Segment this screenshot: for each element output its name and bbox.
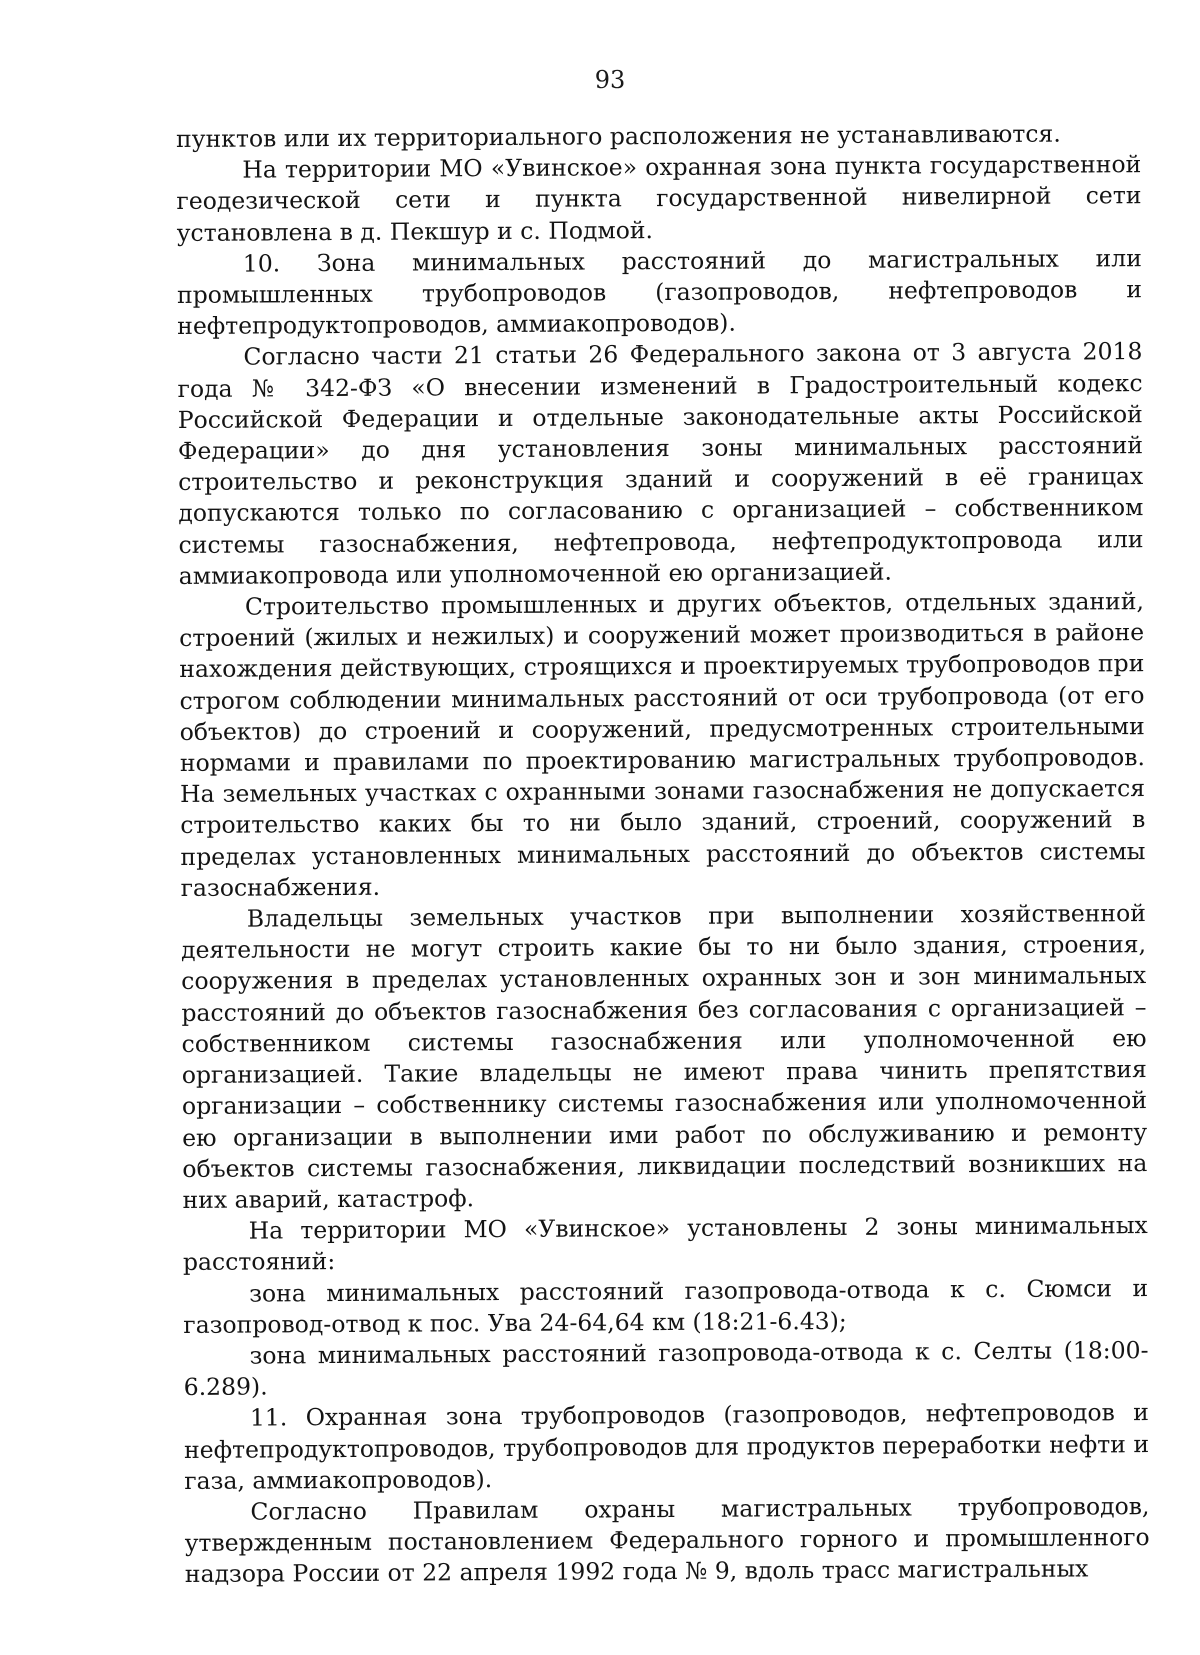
paragraph-pipeline-rules: Согласно Правилам охраны магистральных трубопроводов, утвержденным постановлением Федерального горного и промышленного надзора России от 22 апреля 1992 года № 9, вдоль трасс магистральных bbox=[184, 1492, 1150, 1589]
section-heading-11: 11. Охранная зона трубопроводов (газопроводов, нефтепроводов и нефтепродуктопроводов, трубопроводов для продуктов переработки нефти и газа, аммиакопроводов). bbox=[184, 1398, 1150, 1495]
paragraph-zones-count: На территории МО «Увинское» установлены 2 зоны минимальных расстояний: bbox=[182, 1211, 1148, 1277]
list-item-zone-syumsi: зона минимальных расстояний газопровода-отвода к с. Сюмси и газопровод-отвод к пос. Ува 24-64,64 км (18:21-6.43); bbox=[183, 1273, 1149, 1339]
paragraph-construction: Строительство промышленных и других объектов, отдельных зданий, строений (жилых и нежилых) и сооружений может производиться в районе нахождения действующих, строящихся и проектируемых трубопроводов при строгом соблюдении минимальных расстояний от оси трубопровода (от его объектов) до строений и сооружений, предусмотренных строительными нормами и правилами по проектированию магистральных трубопроводов. На земельных участках с охранными зонами газоснабжения не допускается строительство каких бы то ни было зданий, строений, сооружений в пределах установленных минимальных расстояний до объектов системы газоснабжения. bbox=[179, 587, 1146, 902]
paragraph-continuation: пунктов или их территориального расположения не устанавливаются. bbox=[176, 119, 1061, 153]
paragraph-federal-law: Согласно части 21 статьи 26 Федерального закона от 3 августа 2018 года № 342-ФЗ «О внесении изменений в Градостроительный кодекс Российской Федерации и отдельные законодательные акты Российской Федерации» до дня установления зоны минимальных расстояний строительство и реконструкция зданий и сооружений в её границах допускаются только по согласованию с организацией – собственником системы газоснабжения, нефтепровода, нефтепродуктопровода или аммиакопровода или уполномоченной ею организацией. bbox=[177, 337, 1144, 590]
list-item-zone-selty: зона минимальных расстояний газопровода-отвода к с. Селты (18:00-6.289). bbox=[183, 1336, 1149, 1402]
body-text bbox=[176, 118, 1150, 1590]
paragraph-owners: Владельцы земельных участков при выполнении хозяйственной деятельности не могут строить какие бы то ни было здания, строения, сооружения в пределах установленных охранных зон и зон минимальных расстояний до объектов газоснабжения без согласования с организацией – собственником системы газоснабжения или уполномоченной ею организацией. Такие владельцы не имеют права чинить препятствия организации – собственнику системы газоснабжения или уполномоченной ею организации в выполнении ими работ по обслуживанию и ремонту объектов системы газоснабжения, ликвидации последствий возникших на них аварий, катастроф. bbox=[180, 899, 1148, 1214]
paragraph-geodetic-zone: На территории МО «Увинское» охранная зона пункта государственной геодезической сети и пункта государственной нивелирной сети установлена в д. Пекшур и с. Подмой. bbox=[176, 150, 1142, 247]
section-heading-10: 10. Зона минимальных расстояний до магистральных или промышленных трубопроводов (газопроводов, нефтепроводов и нефтепродуктопроводов, аммиакопроводов). bbox=[176, 243, 1143, 341]
page-number: 93 bbox=[594, 66, 626, 94]
